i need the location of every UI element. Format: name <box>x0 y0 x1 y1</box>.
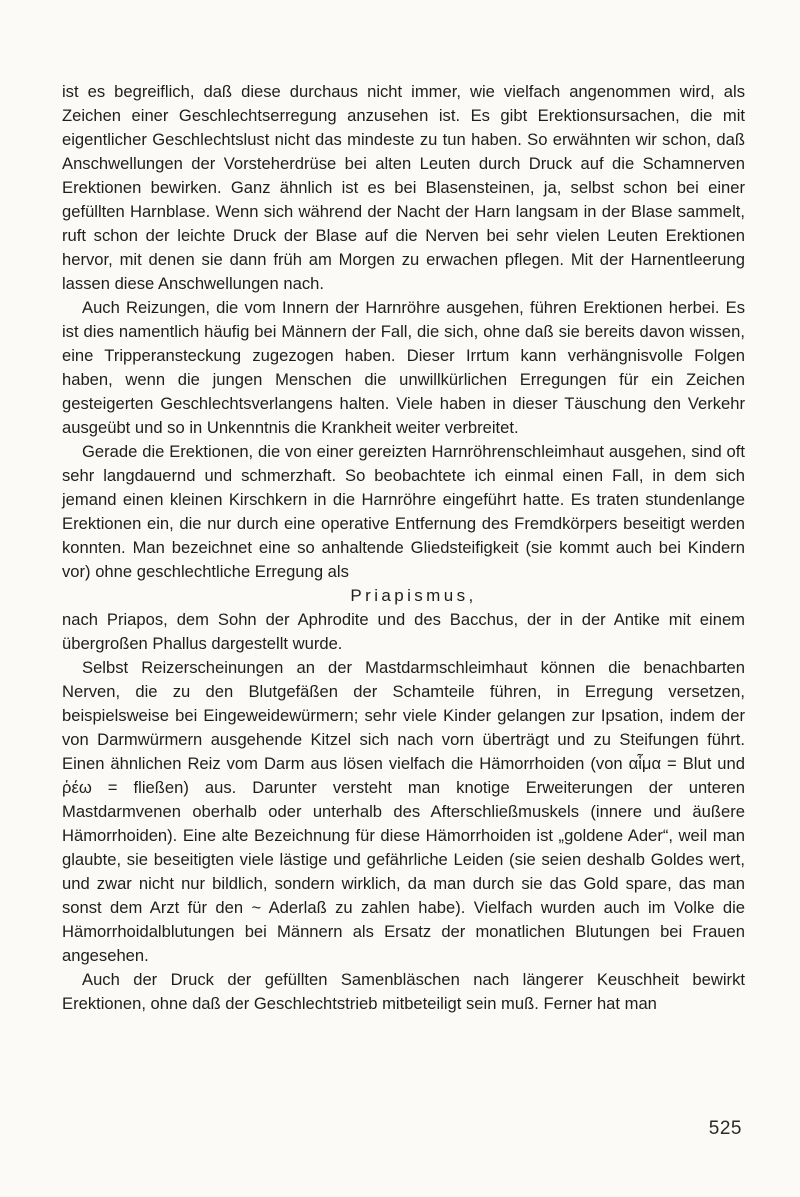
page-number: 525 <box>708 1118 742 1139</box>
paragraph-3: Gerade die Erektionen, die von einer gereizten Harnröhrenschleimhaut ausgehen, sind oft sehr langdauernd und schmerzhaft. So beobachtete ich einmal einen Fall, in dem sich jemand einen kleinen Kirschkern in die Harnröhre eingeführt hatte. Es traten stundenlange Erektionen ein, die nur durch eine operative Entfernung des Fremdkörpers beseitigt werden konnten. Man bezeichnet eine so anhaltende Gliedsteifigkeit (sie kommt auch bei Kindern vor) ohne geschlechtliche Erregung als <box>62 442 745 581</box>
paragraph-2: Auch Reizungen, die vom Innern der Harnröhre ausgehen, führen Erektionen herbei. Es ist dies namentlich häufig bei Männern der Fall, die sich, ohne daß sie bereits davon wissen, eine Tripperansteckung zugezogen haben. Dieser Irrtum kann verhängnisvolle Folgen haben, wenn die jungen Menschen die unwillkürlichen Erregungen für ein Zeichen gesteigerten Geschlechtsverlangens halten. Viele haben in dieser Täuschung den Verkehr ausgeübt und so in Unkenntnis die Krankheit weiter verbreitet. <box>62 298 745 437</box>
paragraph-6: Auch der Druck der gefüllten Samenbläschen nach längerer Keuschheit bewirkt Erektionen, ohne daß der Geschlechtstrieb mitbeteiligt sein muß. Ferner hat man <box>62 970 745 1013</box>
term-priapismus: Priapismus, <box>350 586 477 605</box>
paragraph-5: Selbst Reizerscheinungen an der Mastdarmschleimhaut können die benachbarten Nerven, die zu den Blutgefäßen der Schamteile führen, in Erregung versetzen, beispielsweise bei Eingeweidewürmern; sehr viele Kinder gelangen zur Ipsation, indem der von Darmwürmern ausgehende Kitzel sich nach vorn überträgt und zu Steifungen führt. Einen ähnlichen Reiz vom Darm aus lösen vielfach die Hämorrhoiden (von αἷμα = Blut und ῥέω = fließen) aus. Darunter versteht man knotige Erweiterungen der unteren Mastdarmvenen oberhalb oder unterhalb des Afterschließmuskels (innere und äußere Hämorrhoiden). Eine alte Bezeichnung für diese Hämorrhoiden ist „goldene Ader“, weil man glaubte, sie beseitigten viele lästige und gefährliche Leiden (sie seien deshalb Goldes wert, und zwar nicht nur bildlich, sondern wirklich, da man durch sie das Gold spare, das man sonst dem Arzt für den ~ Aderlaß zu zahlen habe). Vielfach wurden auch im Volke die Hämorrhoidalblutungen bei Männern als Ersatz der monatlichen Blutungen bei Frauen angesehen. <box>62 658 745 965</box>
paragraph-1: ist es begreiflich, daß diese durchaus nicht immer, wie vielfach angenommen wird, als Zeichen einer Geschlechtserregung anzusehen ist. Es gibt Erektionsursachen, die mit eigentlicher Geschlechtslust nicht das mindeste zu tun haben. So erwähnten wir schon, daß Anschwellungen der Vorsteherdrüse bei alten Leuten durch Druck auf die Schamnerven Erektionen bewirken. Ganz ähnlich ist es bei Blasensteinen, ja, selbst schon bei einer gefüllten Harnblase. Wenn sich während der Nacht der Harn langsam in der Blase sammelt, ruft schon der leichte Druck der Blase auf die Nerven bei sehr vielen Leuten Erektionen hervor, mit denen sie dann früh am Morgen zu erwachen pflegen. Mit der Harnentleerung lassen diese Anschwellungen nach. <box>62 82 745 293</box>
paragraph-4: nach Priapos, dem Sohn der Aphrodite und des Bacchus, der in der Antike mit einem übergroßen Phallus dargestellt wurde. <box>62 610 745 653</box>
page-body <box>62 80 745 1016</box>
